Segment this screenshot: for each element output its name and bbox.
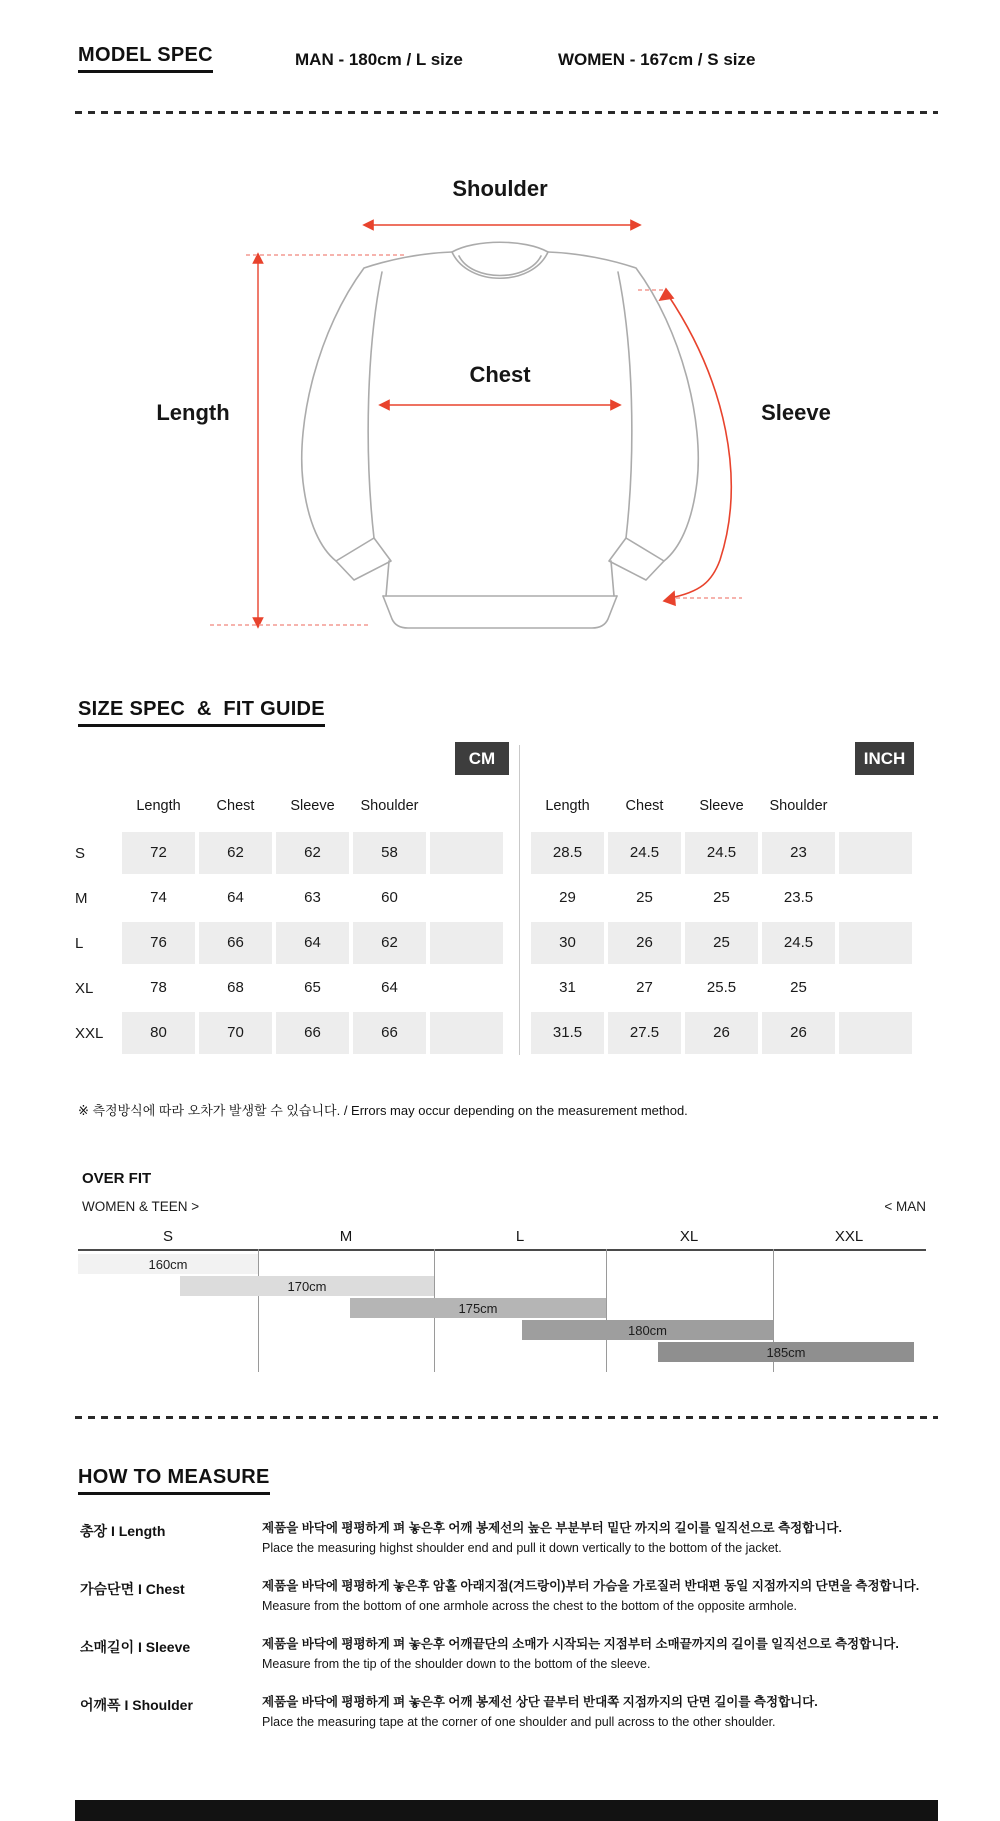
size-label: M bbox=[75, 889, 88, 907]
height-range-bar: 170cm bbox=[180, 1276, 434, 1296]
measure-row-sleeve bbox=[80, 1636, 940, 1672]
measure-row-shoulder bbox=[80, 1694, 940, 1730]
measure-term: 소매길이 I Sleeve bbox=[80, 1639, 191, 1655]
size-label: S bbox=[75, 844, 86, 862]
table-cell-empty bbox=[839, 1012, 912, 1054]
fit-size-label: XL bbox=[679, 1228, 699, 1245]
table-cell-empty bbox=[839, 877, 912, 919]
measure-term: 총장 I Length bbox=[80, 1523, 166, 1539]
column-header: Sleeve bbox=[290, 798, 335, 814]
diagram-sleeve-label: Sleeve bbox=[761, 400, 831, 425]
fit-size-label: M bbox=[339, 1228, 353, 1245]
table-cell-empty bbox=[839, 922, 912, 964]
sweatshirt-diagram bbox=[0, 140, 1000, 650]
table-cell: 25 bbox=[685, 877, 758, 919]
measure-desc-kr: 제품을 바닥에 평평하게 펴 놓은후 어깨 봉제선의 높은 부분부터 밑단 까지의 길이를 일직선으로 측정합니다. bbox=[262, 1521, 842, 1535]
table-cell: 26 bbox=[762, 1012, 835, 1054]
table-cell: 62 bbox=[353, 922, 426, 964]
table-cell: 63 bbox=[276, 877, 349, 919]
table-cell-empty bbox=[430, 922, 503, 964]
table-cell-empty bbox=[430, 967, 503, 1009]
table-cell: 26 bbox=[685, 1012, 758, 1054]
dashed-divider-bottom bbox=[75, 1416, 938, 1419]
table-cell: 24.5 bbox=[608, 832, 681, 874]
table-cell: 28.5 bbox=[531, 832, 604, 874]
table-cell: 26 bbox=[608, 922, 681, 964]
table-cell: 25 bbox=[608, 877, 681, 919]
table-cell: 58 bbox=[353, 832, 426, 874]
fit-size-label: L bbox=[515, 1228, 525, 1245]
measure-desc-en: Place the measuring tape at the corner of one shoulder and pull across to the other shoulder. bbox=[262, 1715, 776, 1729]
inch-table-row bbox=[531, 1012, 912, 1054]
inch-table-row bbox=[531, 877, 912, 919]
diagram-shoulder-label: Shoulder bbox=[452, 176, 548, 201]
column-header: Length bbox=[545, 798, 590, 814]
table-cell: 27 bbox=[608, 967, 681, 1009]
table-cell: 74 bbox=[122, 877, 195, 919]
table-cell: 62 bbox=[199, 832, 272, 874]
table-cell: 23 bbox=[762, 832, 835, 874]
measure-desc-en: Measure from the tip of the shoulder down to the bottom of the sleeve. bbox=[262, 1657, 651, 1671]
chart-axis-line bbox=[78, 1249, 926, 1251]
table-cell-empty bbox=[430, 832, 503, 874]
measurement-note: ※ 측정방식에 따라 오차가 발생할 수 있습니다. / Errors may occur depending on the measurement method. bbox=[78, 1103, 688, 1118]
dashed-divider-top bbox=[75, 111, 938, 114]
table-header-row bbox=[75, 795, 509, 817]
size-table-inch bbox=[531, 795, 912, 1057]
table-header-row bbox=[531, 795, 912, 817]
inch-table-row bbox=[531, 832, 912, 874]
cm-table-row bbox=[75, 877, 509, 919]
diagram-length-label: Length bbox=[156, 400, 230, 425]
model-spec-women: WOMEN - 167cm / S size bbox=[558, 50, 756, 69]
model-spec-man: MAN - 180cm / L size bbox=[295, 50, 463, 69]
overfit-chart bbox=[78, 1228, 926, 1378]
column-header: Chest bbox=[216, 798, 255, 814]
overfit-man-label: < MAN bbox=[884, 1199, 926, 1214]
table-cell: 25.5 bbox=[685, 967, 758, 1009]
fit-size-label: XXL bbox=[834, 1228, 864, 1245]
table-cell: 25 bbox=[762, 967, 835, 1009]
table-cell: 76 bbox=[122, 922, 195, 964]
cm-table-row bbox=[75, 922, 509, 964]
model-spec-title: MODEL SPEC bbox=[78, 44, 213, 73]
height-range-bar: 175cm bbox=[350, 1298, 606, 1318]
table-cell: 24.5 bbox=[762, 922, 835, 964]
measure-desc-en: Measure from the bottom of one armhole across the chest to the bottom of the opposite armhole. bbox=[262, 1599, 798, 1613]
table-cell-empty bbox=[839, 967, 912, 1009]
table-cell: 80 bbox=[122, 1012, 195, 1054]
column-header: Length bbox=[136, 798, 181, 814]
table-cell: 27.5 bbox=[608, 1012, 681, 1054]
height-range-bar: 180cm bbox=[522, 1320, 773, 1340]
table-cell: 68 bbox=[199, 967, 272, 1009]
table-cell: 70 bbox=[199, 1012, 272, 1054]
chart-grid-line bbox=[606, 1249, 607, 1372]
table-cell: 66 bbox=[276, 1012, 349, 1054]
size-label: XXL bbox=[75, 1024, 104, 1042]
fit-size-label: S bbox=[162, 1228, 173, 1245]
table-cell: 24.5 bbox=[685, 832, 758, 874]
table-cell: 65 bbox=[276, 967, 349, 1009]
overfit-title: OVER FIT bbox=[82, 1170, 152, 1187]
inch-table-row bbox=[531, 922, 912, 964]
measure-desc-kr: 제품을 바닥에 평평하게 펴 놓은후 어깨 봉제선 상단 끝부터 반대쪽 지점까지의 단면 길이를 측정합니다. bbox=[262, 1695, 818, 1709]
cm-table-row bbox=[75, 832, 509, 874]
measure-desc-kr: 제품을 바닥에 평평하게 놓은후 암홀 아래지점(겨드랑이)부터 가슴을 가로질러 반대편 동일 지점까지의 단면을 측정합니다. bbox=[262, 1579, 920, 1593]
table-divider-line bbox=[519, 745, 520, 1055]
table-cell: 29 bbox=[531, 877, 604, 919]
how-to-measure-title: HOW TO MEASURE bbox=[78, 1466, 270, 1495]
size-spec-title: SIZE SPEC & FIT GUIDE bbox=[78, 698, 325, 727]
column-header: Chest bbox=[625, 798, 664, 814]
table-cell: 72 bbox=[122, 832, 195, 874]
measure-row-chest bbox=[80, 1578, 940, 1614]
chart-grid-line bbox=[258, 1249, 259, 1372]
table-cell: 25 bbox=[685, 922, 758, 964]
overfit-women-teen-label: WOMEN & TEEN > bbox=[82, 1199, 200, 1214]
table-cell: 78 bbox=[122, 967, 195, 1009]
table-cell: 23.5 bbox=[762, 877, 835, 919]
table-cell: 64 bbox=[353, 967, 426, 1009]
measure-term: 어깨폭 I Shoulder bbox=[80, 1697, 193, 1713]
size-table-cm bbox=[75, 795, 509, 1057]
measure-desc-kr: 제품을 바닥에 평평하게 펴 놓은후 어깨끝단의 소매가 시작되는 지점부터 소매끝까지의 길이를 일직선으로 측정합니다. bbox=[262, 1637, 899, 1651]
height-range-bar: 185cm bbox=[658, 1342, 914, 1362]
table-cell: 64 bbox=[199, 877, 272, 919]
measure-term: 가슴단면 I Chest bbox=[80, 1581, 185, 1597]
table-cell-empty bbox=[430, 877, 503, 919]
cm-table-row bbox=[75, 1012, 509, 1054]
cm-unit-badge: CM bbox=[455, 742, 509, 775]
size-label: XL bbox=[75, 979, 94, 997]
size-label: L bbox=[75, 934, 84, 952]
table-cell: 66 bbox=[199, 922, 272, 964]
inch-unit-badge: INCH bbox=[855, 742, 914, 775]
table-cell: 31.5 bbox=[531, 1012, 604, 1054]
diagram-chest-label: Chest bbox=[469, 362, 531, 387]
table-cell-empty bbox=[430, 1012, 503, 1054]
column-header: Shoulder bbox=[769, 798, 828, 814]
inch-table-row bbox=[531, 967, 912, 1009]
measure-desc-en: Place the measuring highst shoulder end and pull it down vertically to the bottom of the jacket. bbox=[262, 1541, 782, 1555]
next-section-header-bar bbox=[75, 1800, 938, 1821]
cm-table-row bbox=[75, 967, 509, 1009]
table-cell: 31 bbox=[531, 967, 604, 1009]
table-cell: 60 bbox=[353, 877, 426, 919]
column-header: Sleeve bbox=[699, 798, 744, 814]
table-cell: 66 bbox=[353, 1012, 426, 1054]
height-range-bar: 160cm bbox=[78, 1254, 258, 1274]
column-header: Shoulder bbox=[360, 798, 419, 814]
table-cell: 64 bbox=[276, 922, 349, 964]
table-cell: 30 bbox=[531, 922, 604, 964]
table-cell: 62 bbox=[276, 832, 349, 874]
measure-row-length bbox=[80, 1520, 940, 1556]
table-cell-empty bbox=[839, 832, 912, 874]
